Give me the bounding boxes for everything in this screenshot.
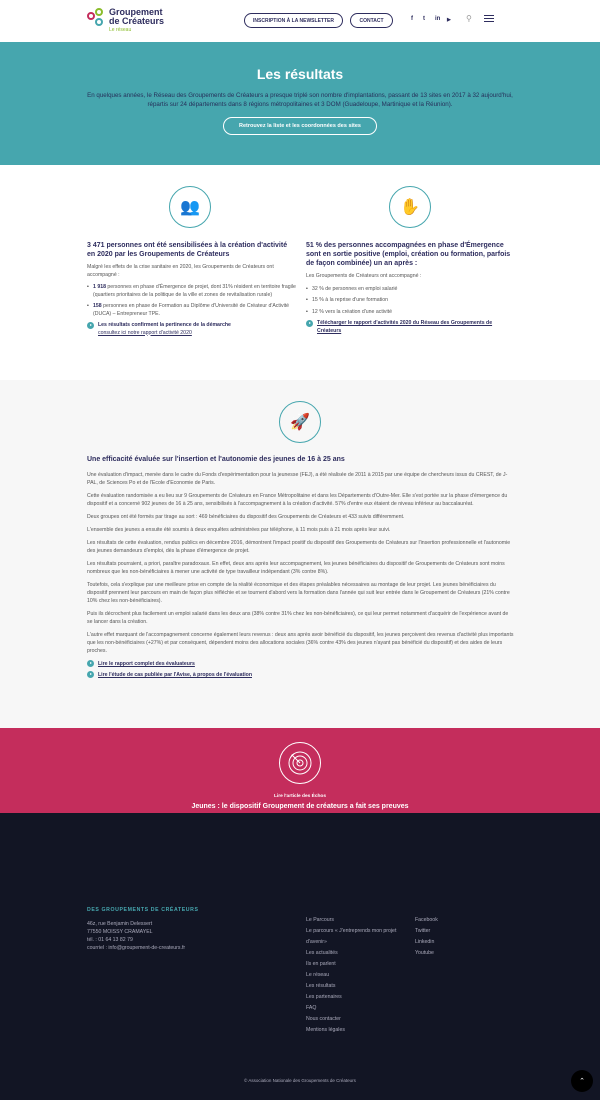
footer-link[interactable]: FAQ — [306, 1005, 317, 1011]
footer-link[interactable]: Le parcours « J'entreprends mon projet d'avenir» — [306, 928, 397, 945]
paragraph: Toutefois, cela s'explique par une meilleure prise en compte de la réalité économique et des étapes préalables nécessaires au montage de leur projet. Les jeunes bénéficiaires du dispositif prennent leur parcours en main de façon plus réfléchie et se tournent d'abord vers la formation dans l'année qui suit leur entrée dans le Groupement de Créateurs (21% contre 10% chez les non-bénéficiaires). — [87, 582, 510, 604]
left-title: 3 471 personnes ont été sensibilisées à la création d'activité en 2020 par les Groupements de Créateurs — [87, 242, 288, 258]
sites-list-button[interactable]: Retrouvez la liste et les coordonnées des sites — [223, 117, 377, 135]
copyright: © Association Nationale des Groupements de Créateurs — [244, 1078, 356, 1083]
report-link[interactable]: Les résultats confirment la pertinence de la démarche consultez ici notre rapport d'activité 2020 — [87, 322, 297, 337]
footer-link[interactable]: Nous contacter — [306, 1016, 341, 1022]
footer-address: 46z, rue Benjamin Delessert 77550 MOISSY CRAMAYEL tél. : 01 64 13 82 79 courriel : info@groupement-de-createurs.fr — [87, 921, 186, 951]
stats-section — [0, 165, 600, 380]
left-intro: Malgré les effets de la crise sanitaire en 2020, les Groupements de Créateurs ont accompagné : — [87, 264, 274, 278]
search-icon[interactable]: ⚲ — [466, 14, 472, 23]
list-item: • 158 personnes en phase de Formation au Diplôme d'Université de Créateur d'Activité (DUCA) – Entrepreneur TPE. — [87, 303, 297, 318]
footer-link[interactable]: Mentions légales — [306, 1027, 345, 1033]
list-item: • 32 % de personnes en emploi salarié — [306, 286, 516, 294]
evaluation-section — [0, 380, 600, 728]
paragraph: Une évaluation d'impact, menée dans le cadre du Fonds d'expérimentation pour la jeunesse (FEJ), a été réalisée de 2011 à 2015 par une équipe de chercheurs issus du CREST, de J-PAL, de Sciences Po et de l'Ecole d'Economie de Paris. — [87, 472, 508, 486]
footer-linkedin-link[interactable]: Linkedin — [415, 939, 435, 945]
rocket-icon: 🚀 — [279, 401, 321, 443]
list-item: • 1 918 personnes en phase d'Émergence de projet, dont 31% résident en territoire fragile (quartiers prioritaires de la politique de la ville et zones de revitalisation rurale) — [87, 284, 297, 299]
footer-heading: DES GROUPEMENTS DE CRÉATEURS — [87, 907, 199, 913]
play-icon — [87, 660, 94, 667]
site-header — [0, 0, 600, 42]
logo-line2: de Créateurs — [109, 16, 165, 26]
scroll-top-button[interactable] — [571, 1070, 593, 1092]
right-title: 51 % des personnes accompagnées en phase d'Émergence sont en sortie positive (emploi, création ou formation, parfois de façon combinée) un an après : — [306, 242, 511, 267]
linkedin-icon[interactable]: in — [435, 16, 441, 22]
play-icon — [306, 320, 313, 327]
footer-links — [306, 915, 401, 1036]
play-icon — [87, 322, 94, 329]
footer-youtube-link[interactable]: Youtube — [415, 950, 434, 956]
paragraph: Les résultats de cette évaluation, rendus publics en décembre 2016, démontrent l'impact positif du dispositif des Groupements de Créateurs sur l'insertion professionnelle et l'autonomie des jeunes demandeurs d'emploi, dès la phase d'émergence de projet. — [87, 540, 511, 554]
footer-link[interactable]: Les actualités — [306, 950, 338, 956]
facebook-icon[interactable]: f — [411, 16, 413, 22]
right-intro: Les Groupements de Créateurs ont accompagné : — [306, 273, 422, 279]
list-item: • 15 % à la reprise d'une formation — [306, 297, 516, 305]
hands-icon: ✋ — [389, 186, 431, 228]
chevron-up-icon: ⌃ — [579, 1078, 585, 1085]
footer-link[interactable]: Les résultats — [306, 983, 336, 989]
right-column — [306, 241, 516, 335]
footer-social — [415, 915, 438, 959]
paragraph: L'ensemble des jeunes a ensuite été soumis à deux enquêtes administrées par téléphone, à 11 mois puis à 21 mois après leur suivi. — [87, 527, 391, 533]
echos-section — [0, 728, 600, 813]
gears-icon — [87, 8, 107, 28]
echos-label[interactable]: Lire l'article des Échos — [273, 794, 327, 799]
newsletter-button[interactable]: INSCRIPTION À LA NEWSLETTER — [244, 13, 343, 28]
hero-section — [0, 42, 600, 165]
logo-sub: Le réseau — [109, 27, 132, 33]
echos-article-link[interactable]: Jeunes : le dispositif Groupement de créateurs a fait ses preuves — [191, 803, 409, 810]
people-icon: 👥 — [169, 186, 211, 228]
paragraph: Cette évaluation randomisée a eu lieu sur 9 Groupements de Créateurs en France Métropolitaine et dans les Départements d'Outre-Mer. Elle s'est portée sur la phase d'émergence du dispositif et a concerné 902 jeunes de 16 à 25 ans, sensibilisés à l'accompagnement à la création d'activité. 57% d'entre eux étaient de niveau inférieur au baccalauréat. — [87, 493, 508, 507]
evaluators-report-link[interactable]: Lire le rapport complet des évaluateurs — [87, 660, 515, 668]
footer-link[interactable]: Ils en parlent — [306, 961, 336, 967]
list-item: • 12 % vers la création d'une activité — [306, 309, 516, 317]
hero-text: En quelques années, le Réseau des Groupements de Créateurs a presque triplé son nombre d'implantations, passant de 13 sites en 2017 à 32 aujourd'hui, répartis sur 24 départements dans 8 régions métropolitaines et 3 DOM (Guadeloupe, Martinique et la Réunion). — [87, 92, 513, 108]
footer-link[interactable]: Le Parcours — [306, 917, 334, 923]
evaluation-title: Une efficacité évaluée sur l'insertion et l'autonomie des jeunes de 16 à 25 ans — [87, 456, 345, 463]
footer-link[interactable]: Le réseau — [306, 972, 330, 978]
twitter-icon[interactable]: t — [423, 16, 425, 22]
download-report-link[interactable]: Télécharger le rapport d'activités 2020 du Réseau des Groupements de Créateurs — [306, 320, 516, 335]
paragraph: Deux groupes ont été formés par tirage au sort : 469 bénéficiaires du dispositif des Groupements de Créateurs et 433 suivis différemment. — [87, 514, 405, 520]
footer-facebook-link[interactable]: Facebook — [415, 917, 438, 923]
paragraph: L'autre effet marquant de l'accompagnement concerne également leurs revenus : deux ans après avoir bénéficié du dispositif, les jeunes perçoivent des revenus d'activité plus importants que les non-bénéficiaires (+27%) et par conséquent, dépendent moins des allocations sociales (36% contre 43% des jeunes n'ayant pas bénéficié du dispositif) et des aides de leurs proches. — [87, 632, 514, 654]
youtube-icon[interactable]: ▶ — [447, 17, 451, 23]
target-icon — [279, 742, 321, 784]
logo[interactable] — [87, 8, 164, 34]
paragraph: Les résultats pourraient, a priori, paraître paradoxaux. En effet, deux ans après leur accompagnement, les jeunes bénéficiaires du dispositif de Groupements de Créateurs sont moins nombreux que les non-bénéficiaires à mener une activité de type travailleur indépendant (3% contre 8%). — [87, 561, 505, 575]
menu-icon[interactable] — [484, 15, 494, 22]
contact-button[interactable]: CONTACT — [350, 13, 393, 28]
play-icon — [87, 671, 94, 678]
paragraph: Puis ils décrochent plus facilement un emploi salarié dans les deux ans (38% contre 31% chez les non-bénéficiaires), ce qui leur permet notamment d'acquérir de l'expérience avant de se lancer dans la création. — [87, 611, 509, 625]
page-title: Les résultats — [256, 66, 344, 82]
logo-line1: Groupement — [109, 7, 163, 17]
footer-twitter-link[interactable]: Twitter — [415, 928, 431, 934]
left-column — [87, 241, 297, 337]
footer-link[interactable]: Les partenaires — [306, 994, 342, 1000]
avise-case-study-link[interactable]: Lire l'étude de cas publiée par l'Avise, à propos de l'évaluation — [87, 671, 515, 679]
site-footer — [0, 813, 600, 1100]
